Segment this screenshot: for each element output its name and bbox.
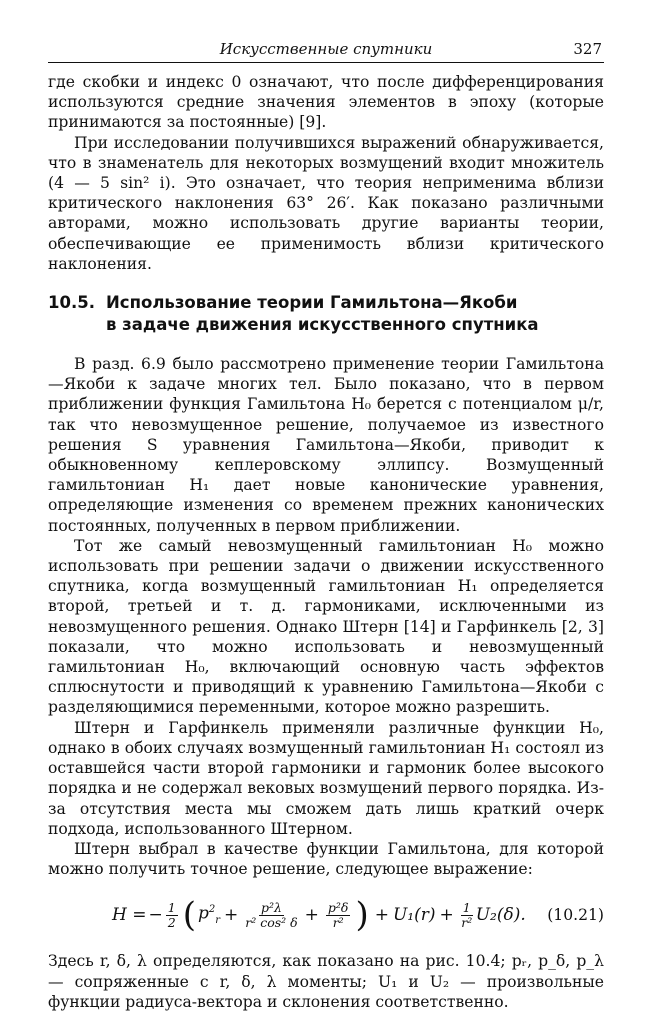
paragraph-critical-inclination: При исследовании получившихся выражений обнаруживается, что в знаменатель для некоторых возмущений входит множитель (4 — 5 sin² i). Это означает, что теория неприменима вблизи критического наклонения 63° 26′. Как показано различными авторами, можно использовать другие варианты теории, обеспечивающие ее применимость вблизи критического наклонения. — [48, 133, 604, 273]
equation-10-21 — [48, 889, 604, 941]
eq-right-paren: ) — [355, 895, 369, 936]
page-body — [48, 72, 604, 1012]
paragraph-unperturbed-hamiltonian: Тот же самый невозмущенный гамильтониан H₀ можно использовать при решении задачи о движении искусственного спутника, когда возмущенный гамильтониан H₁ определяется второй, третьей и т. д. гармониками, исключенными из невозмущенного решения. Однако Штерн [14] и Гарфинкель [2, 3] показали, что можно использовать и невозмущенный гамильтониан H₀, включающий основную часть эффектов сплюснутости и приводящий к уравнению Гамильтона—Якоби с разделяющимися переменными, которое можно разрешить. — [48, 536, 604, 717]
paragraph-stern-garfinkel: Штерн и Гарфинкель применяли различные функции H₀, однако в обоих случаях возмущенный гамильтониан H₁ состоял из оставшейся части второй гармоники и гармоник более высокого порядка и не содержал вековых возмущений первого порядка. Из-за отсутствия места мы сможем дать лишь краткий очерк подхода, использованного Штерном. — [48, 718, 604, 838]
paragraph-hamilton-jacobi: В разд. 6.9 было рассмотрено применение теории Гамильтона—Якоби к задаче многих тел. Было показано, что в первом приближении функция Гамильтона H₀ берется с потенциалом μ/r, так что невозмущенное решение, получаемое из известного решения S уравнения Гамильтона—Якоби, приводит к обыкновенному кеплеровскому эллипсу. Возмущенный гамильтониан H₁ дает новые канонические уравнения, определяющие изменения со временем прежних канонических постоянных, полученных в первом приближении. — [48, 355, 604, 535]
eq-frac-half: $\frac{1}{2}$ — [167, 899, 176, 930]
section-heading — [48, 292, 604, 336]
eq-frac-lambda: $\frac{\text{p²λ}}{\text{r² cos² δ}}$ — [245, 899, 298, 930]
running-title: Искусственные спутники — [219, 40, 433, 58]
eq-frac-inv-r2: $\frac{1}{\text{r²}}$ — [461, 899, 473, 930]
eq-plus-4: + — [439, 905, 454, 926]
eq-plus-3: + — [374, 905, 389, 926]
paragraph-stern-choice: Штерн выбрал в качестве функции Гамильтона, для которой можно получить точное решение, следующее выражение: — [48, 839, 604, 879]
eq-plus-1: + — [224, 905, 239, 926]
page-header — [48, 36, 604, 63]
page-number: 327 — [573, 40, 602, 58]
equation-number: (10.21) — [547, 906, 604, 925]
eq-u2: U₂(δ). — [475, 905, 526, 926]
eq-plus-2: + — [304, 905, 319, 926]
eq-minus: − — [148, 905, 163, 926]
eq-u1: U₁(r) — [392, 905, 436, 926]
eq-lhs: H = — [112, 905, 147, 926]
section-number: 10.5. — [48, 293, 95, 313]
paragraph-definitions: Здесь r, δ, λ определяются, как показано на рис. 10.4; pᵣ, p_δ, p_λ — сопряженные с r, δ, λ моменты; U₁ и U₂ — произвольные функции радиуса-вектора и склонения соответственно. — [48, 952, 604, 1011]
eq-left-paren: ( — [182, 895, 196, 936]
section-title-line1: Использование теории Гамильтона—Якоби — [106, 293, 518, 313]
section-title-line2: в задаче движения искусственного спутника — [106, 315, 539, 335]
equation-body — [112, 893, 526, 937]
paragraph-continuation: где скобки и индекс 0 означают, что после дифференцирования используются средние значения элементов в эпоху (которые принимаются за постоянные) [9]. — [48, 73, 604, 132]
eq-frac-delta: $\frac{\text{p²δ}}{\text{r²}}$ — [327, 899, 349, 930]
eq-p-r: $p^2_r$ — [197, 903, 220, 926]
